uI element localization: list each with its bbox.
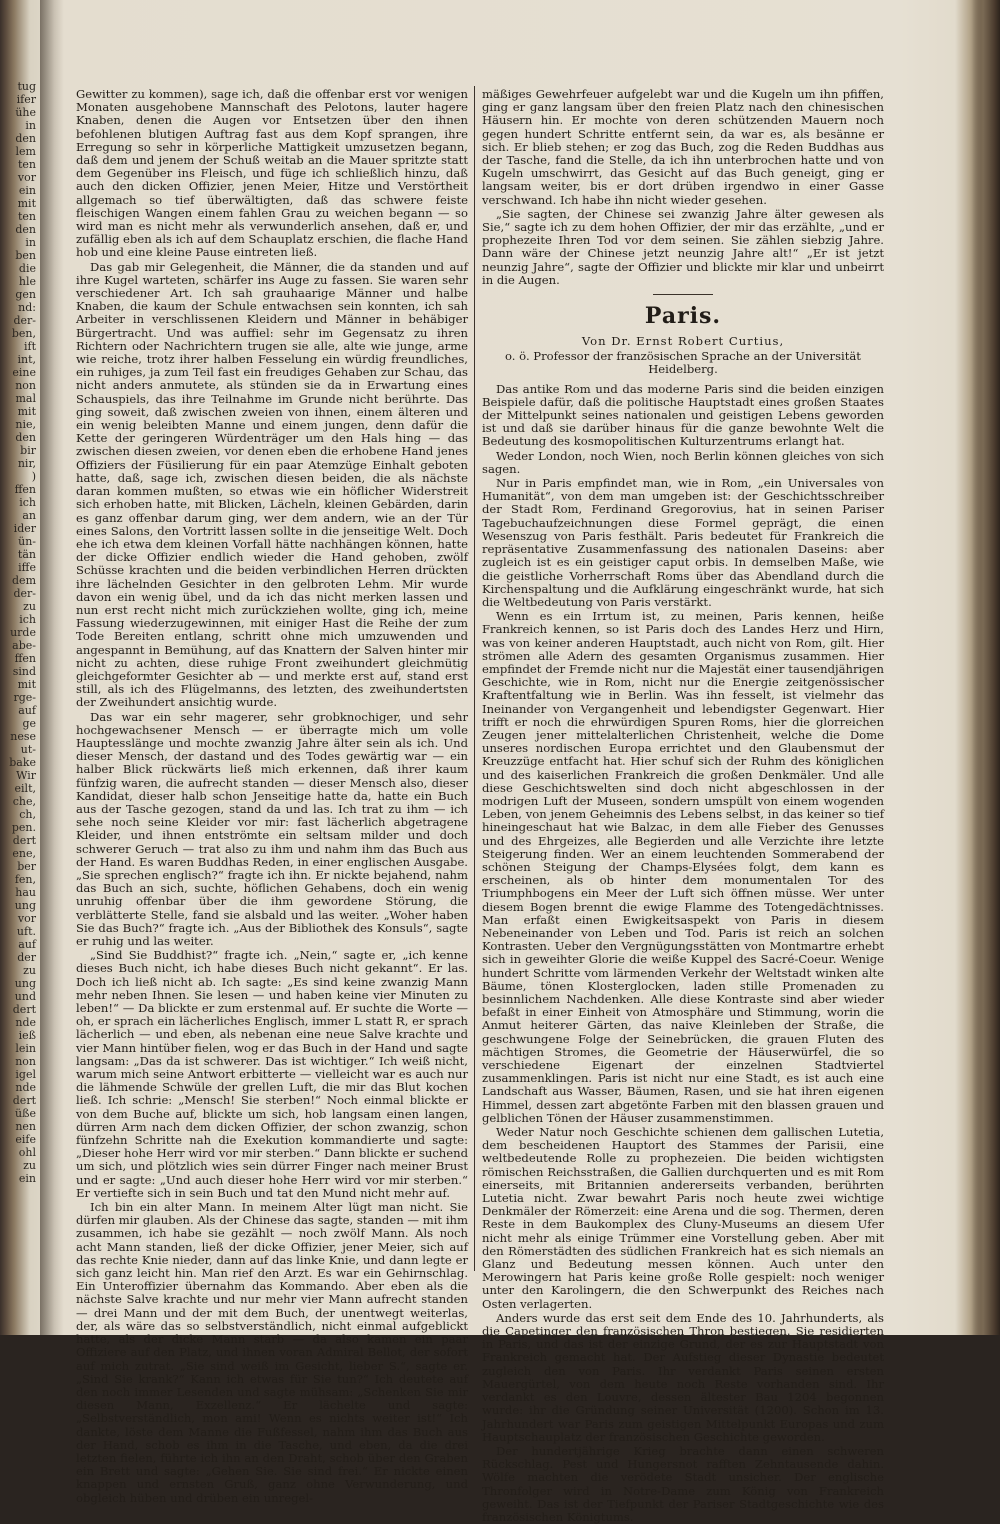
left-text-column (76, 87, 468, 1505)
previous-page-fragment: den (15, 132, 36, 145)
paragraph: Der hundertjährige Krieg brachte dann einen schweren Rückschlag. Pest und Hungersnot rafften Zehntausende dahin. Wölfe machten die verödete Stadt unsicher. Der englische Thronfolger wird in Notre-Dame zum König von Frankreich geweiht. Das ist der Tiefpunkt der Pariser Stadtgeschichte wie des französischen Königtums. (482, 1443, 884, 1524)
previous-page-fragment: mit (17, 678, 36, 691)
previous-page-fragment: uft. (16, 925, 36, 938)
previous-page-fragment: dert (12, 1003, 36, 1016)
previous-page-fragment: den (15, 431, 36, 444)
previous-page-fragment: dert (12, 834, 36, 847)
previous-page-fragment: ffen (14, 652, 36, 665)
previous-page-fragment: ten (17, 158, 36, 171)
previous-page-fragment: nde (15, 1081, 36, 1094)
article-body (482, 383, 884, 1524)
previous-page-fragment: hau (15, 886, 36, 899)
previous-page-fragment: der- (13, 587, 36, 600)
previous-page-fragment: ber (17, 860, 36, 873)
previous-page-fragment: ben, (11, 327, 36, 340)
previous-page-fragment: den (15, 223, 36, 236)
previous-page-fragment: zu (23, 1159, 36, 1172)
previous-page-fragment: ben (15, 249, 36, 262)
previous-page-fragment: ift (23, 340, 36, 353)
previous-page-fragment: in (25, 236, 36, 249)
previous-page-fragment: nie, (15, 418, 36, 431)
column-divider (474, 86, 475, 1271)
previous-page-fragment: ut- (20, 743, 36, 756)
previous-page-fragment: ein (18, 184, 36, 197)
previous-page-fragment: üße (15, 1107, 36, 1120)
previous-page-fragment: nen (15, 1120, 36, 1133)
previous-page-fragment: ich (19, 496, 36, 509)
previous-page-fragment: non (15, 1055, 36, 1068)
previous-page-fragment: ten (17, 210, 36, 223)
paragraph: Wenn es ein Irrtum ist, zu meinen, Paris kennen, heiße Frankreich kennen, so ist Paris doch des Landes Herz und Hirn, was von keiner anderen Hauptstadt, auch nicht von Rom, gilt. Hier strömen alle Adern des gesamten Organismus zusammen. Hier empfindet der Fremde nicht nur die Majestät einer tausendjährigen Geschichte, wie in Rom, nicht nur die Energie zeitgenössischer Kraftentfaltung wie in Berlin. Was ihn fesselt, ist vielmehr das Ineinander von Vergangenheit und lebendigster Gegenwart. Hier trifft er noch die ehrwürdigen Spuren Roms, hier die glorreichen Zeugen jener mittelalterlichen Christenheit, welche die Dome unseres nordischen Europa errichtet und den Glaubensmut der Kreuzzüge entfacht hat. Hier schuf sich der Ruhm des königlichen und des kaiserlichen Frankreich die großen Denkmäler. Und alle diese Geschichtswelten sind doch nicht abgeschlossen in der modrigen Luft der Museen, sondern umspült von einem wogenden Leben, von jenem Geheimnis des Lebens selbst, in das keiner so tief hineingeschaut hat wie Balzac, in dem alle Fieber des Genusses und des Ehrgeizes, alle Begierden und alle Verzichte ihre letzte Steigerung finden. Wer an einem leuchtenden Sommerabend der schönen Steigung der Champs-Elysées folgt, dem kann es erscheinen, als ob hinter dem monumentalen Tor des Triumphbogens ein Meer der Luft sich öffnen müsse. Wer unter diesem Bogen brennt die ewige Flamme des Totengedächtnisses. Man erfaßt einen Ewigkeitsaspekt von Paris in diesem Nebeneinander von Leben und Tod. Paris ist reich an solchen Kontrasten. Ueber den Vergnügungsstätten von Montmartre erhebt sich in geweihter Glorie die weiße Kuppel des Sacré-Coeur. Wenige hundert Schritte vom lärmenden Verkehr der Weltstadt winken alte Bäume, tönen Klosterglocken, laden stille Promenaden zu besinnlichem Nachdenken. Alle diese Kontraste sind aber wieder befaßt in einer Einheit von Atmosphäre und Stimmung, worin die Anmut heiterer Gärten, das naive Kleinleben der Straße, die geschwungene Folge der Seinebrücken, die grauen Fluten des mächtigen Stromes, die Geometrie der Häuserwürfel, die so verschiedene Eigenart der einzelnen Stadtviertel zusammenklingen. Paris ist nicht nur eine Stadt, es ist auch eine Landschaft aus Wasser, Bäumen, Rasen, und sie hat ihren eigenen Himmel, dessen zart abgetönte Farben mit den blassen grauen und gelblichen Tönen der Häuser zusammenstimmen. (482, 609, 884, 1125)
previous-page-fragment: sind (12, 665, 36, 678)
previous-page-fragment: bir (20, 444, 36, 457)
paragraph: Weder London, noch Wien, noch Berlin können gleiches von sich sagen. (482, 448, 884, 476)
previous-page-fragment: nd: (18, 301, 36, 314)
previous-page-fragment: und (14, 990, 36, 1003)
previous-page-fragment: ieß (18, 1029, 36, 1042)
previous-page-fragment: hle (18, 275, 36, 288)
previous-page-fragment: eine (12, 366, 36, 379)
previous-page-fragment: int, (17, 353, 36, 366)
previous-page-fragment: mit (17, 197, 36, 210)
paragraph: Gewitter zu kommen), sage ich, daß die offenbar erst vor wenigen Monaten ausgehobene Mannschaft des Pelotons, lauter hagere Knaben, denen die Augen vor Entsetzen über den ihnen befohlenen blutigen Auftrag fast aus dem Kopf sprangen, ihre Erregung so sehr in körperliche Mattigkeit umzusetzen begann, daß dem und jenem der Schuß weitab an die Mauer spritzte statt dem Gegenüber ins Fleisch, und füge ich schließlich hinzu, daß auch den dicken Offizier, jenen Meier, Hitze und Verstörtheit allgemach so tief überwältigten, daß das schwere feiste fleischigen Wangen einem fahlen Grau zu weichen begann — so wird man es nicht mehr als verwunderlich ansehen, daß er, und zufällig eben als ich auf dem Schauplatz erschien, die flache Hand hob und eine kleine Pause eintreten ließ. (76, 87, 468, 260)
previous-page-fragment: zu (23, 600, 36, 613)
previous-page-fragment: nde (15, 1016, 36, 1029)
previous-page-fragment: auf (18, 938, 36, 951)
previous-page-fragment: ider (13, 522, 36, 535)
book-spine-shadow (40, 0, 64, 1335)
paragraph: Anders wurde das erst seit dem Ende des 10. Jahrhunderts, als die Capetinger den französischen Thron bestiegen. Sie residierten in Paris, und das ist der einzige Grund, der es zur Hauptstadt von Frankreich gemacht hat. Der Aufstieg dieser Dynastie bedeutet zugleich den von Paris. Ihr verdankt Paris seinen ersten Mauergürtel, von dem heute noch Reste vorhanden sind. Ihr verdankt es den Louvre, dessen ältester Bau 1204 begonnen wurde: ihr die Gründung seiner Universität (1200). Schon im 13. Jahrhundert war Paris zum geistigen Mittelpunkt Europas und zum Hauptschauplatz der französischen Geschichte geworden. (482, 1310, 884, 1444)
previous-page-fragment: dem (12, 574, 36, 587)
previous-page-fragment: ch, (19, 808, 36, 821)
previous-page-fragment: ich (19, 613, 36, 626)
previous-page-fragment: ffen (14, 483, 36, 496)
previous-page-fragment: abe- (12, 639, 36, 652)
previous-page-fragment: nese (10, 730, 36, 743)
previous-page-fragment: auf (18, 704, 36, 717)
author-affiliation: o. ö. Professor der französischen Sprache an der Universität Heidelberg. (505, 349, 861, 377)
previous-page-fragment: die (18, 262, 36, 275)
previous-page-fragment: lem (15, 145, 36, 158)
previous-page-fragment: ung (14, 977, 36, 990)
previous-page-fragment: tän (17, 548, 36, 561)
paragraph: „Sie sagten, der Chinese sei zwanzig Jahre älter gewesen als Sie,“ sagte ich zu dem hohen Offizier, der mir das erzählte, „und er prophezeite Ihren Tod vor dem seinen. Sie zählen siebzig Jahre. Dann wäre der Chinese jetzt neunzig Jahre alt!“ „Er ist jetzt neunzig Jahre“, sagte der Offizier und blickte mir klar und unbeirrt in die Augen. (482, 206, 884, 287)
previous-page-fragment: rge- (13, 691, 36, 704)
previous-page-fragment: mal (15, 392, 36, 405)
previous-page-fragment: fen, (14, 873, 36, 886)
previous-page-fragment: vor (17, 171, 36, 184)
previous-page-fragment: pen. (11, 821, 36, 834)
previous-page-fragment: ifer (16, 93, 36, 106)
previous-page-fragment: der- (13, 314, 36, 327)
paragraph: Das antike Rom und das moderne Paris sind die beiden einzigen Beispiele dafür, daß die politische Hauptstadt eines großen Staates der Mittelpunkt seines nationalen und geistigen Lebens geworden ist und daß sie darüber hinaus für die ganze bewohnte Welt die Bedeutung des kosmopolitischen Kulturzentrums erlangt hat. (482, 381, 884, 449)
previous-page-fragment: ohl (18, 1146, 36, 1159)
story-continuation (482, 88, 884, 287)
previous-page-fragment: zu (23, 964, 36, 977)
previous-page-fragment: non (15, 379, 36, 392)
article-separator-rule (653, 294, 713, 295)
previous-page-fragment: eife (15, 1133, 36, 1146)
previous-page-fragment: tug (17, 80, 36, 93)
article-title: Paris. (644, 303, 722, 330)
right-text-column (482, 87, 884, 1524)
previous-page-fragment: iffe (18, 561, 36, 574)
previous-page-fragment: lein (15, 1042, 36, 1055)
previous-page-fragment: ün- (18, 535, 36, 548)
previous-page-fragment: nir, (17, 457, 36, 470)
previous-page-fragment: vor (17, 912, 36, 925)
previous-page-fragment: ein (18, 1172, 36, 1185)
book-right-edge (972, 0, 1000, 1335)
previous-page-fragment: an (22, 509, 36, 522)
previous-page-fragment: Wir (16, 769, 36, 782)
previous-page-fragment: mit (17, 405, 36, 418)
previous-page-edge (0, 80, 42, 1260)
previous-page-fragment: urde (10, 626, 36, 639)
previous-page-fragment: in (25, 119, 36, 132)
article-byline: Von Dr. Ernst Robert Curtius, (581, 334, 785, 349)
previous-page-fragment: ung (14, 899, 36, 912)
previous-page-fragment: ge (22, 717, 36, 730)
paragraph: „Sind Sie Buddhist?“ fragte ich. „Nein,“ sagte er, „ich kenne dieses Buch nicht, ich habe dieses Buch nicht gekannt“. Er las. Doch ich ließ nicht ab. Ich sagte: „Es sind keine zwanzig Mann mehr neben Ihnen. Sie lesen — und haben keine vier Minuten zu leben!“ — Da blickte er zum erstenmal auf. Er suchte die Worte — oh, er sprach ein lächerliches Englisch, immer L statt R, er sprach lächerlich — und eben, als nebenan eine neue Salve krachte und vier Mann hintüber fielen, wog er das Buch in der Hand und sagte langsam: „Das da ist schwerer. Das ist wichtiger.“ Ich weiß nicht, warum mich seine Antwort erbitterte — vielleicht war es auch nur die lähmende Schwüle der grellen Luft, die mir das Blut kochen ließ. Ich schrie: „Mensch! Sie sterben!“ Noch einmal blickte er von dem Buche auf, blickte um sich, hob langsam einen langen, dürren Arm nach dem dicken Offizier, der schon zwanzig, schon fünfzehn Schritte nah die Exekution kommandierte und sagte: „Dieser hohe Herr wird vor mir sterben.“ Dann blickte er suchend um sich, und plötzlich wies sein dürrer Finger nach meiner Brust und er sagte: „Und auch dieser hohe Herr wird vor mir sterben.“ Er vertiefte sich in sein Buch und tat den Mund nicht mehr auf. (76, 948, 468, 1200)
previous-page-fragment: che, (12, 795, 36, 808)
previous-page-fragment: bake (9, 756, 36, 769)
previous-page-fragment: ene, (12, 847, 36, 860)
paragraph: Nur in Paris empfindet man, wie in Rom, „ein Universales von Humanität“, von dem man umgeben ist: der Geschichtsschreiber der Stadt Rom, Ferdinand Gregorovius, hat in seinen Pariser Tagebuchaufzeichnungen diese Formel geprägt, die einen Wesenszug von Paris festhält. Paris bedeutet für Frankreich die repräsentative Zusammenfassung des nationalen Daseins: aber zugleich ist es ein geistiger caput orbis. In demselben Maße, wie die geistliche Vorherrschaft Roms über das Abendland durch die Kirchenspaltung und die Aufklärung eingeschränkt wurde, hat sich die Weltbedeutung von Paris verstärkt. (482, 476, 884, 609)
previous-page-fragment: dert (12, 1094, 36, 1107)
paragraph: Das war ein sehr magerer, sehr grobknochiger, und sehr hochgewachsener Mensch — er überragte mich um volle Hauptesslänge und mochte zwanzig Jahre älter sein als ich. Und dieser Mensch, der dastand und des Todes gewärtig war — ein halber Blick rückwärts ließ mich erkennen, daß ihrer kaum fünfzig waren, die aufrecht standen — dieser Mensch also, dieser Kandidat, dieser halb schon Jenseitige hatte da, hatte ein Buch aus der Tasche gezogen, stand da und las. Ich trat zu ihm — ich sehe noch seine Kleider vor mir: fast lächerlich abgetragene Kleider, und ihnen entströmte ein seltsam milder und doch schwerer Geruch — trat also zu ihm und nahm ihm das Buch aus der Hand. Es waren Buddhas Reden, in einer englischen Ausgabe. „Sie sprechen englisch?“ fragte ich ihn. Er nickte bejahend, nahm das Buch an sich, suchte, höflichen Gehabens, doch ein wenig unruhig offenbar über die ihm gewordene Störung, die verblätterte Stelle, fand sie alsbald und las weiter. „Woher haben Sie das Buch?“ fragte ich. „Aus der Bibliothek des Konsuls“, sagte er ruhig und las weiter. (76, 709, 468, 948)
paragraph: Ich bin ein alter Mann. In meinem Alter lügt man nicht. Sie dürfen mir glauben. Als der Chinese das sagte, standen — mit ihm zusammen, ich habe sie gezählt — noch zwölf Mann. Als noch acht Mann standen, ließ der dicke Offizier, jener Meier, sich auf das rechte Knie nieder, dann auf das linke Knie, und dann legte er sich ganz leicht hin. Man rief den Arzt. Es war ein Gehirnschlag. Ein Unteroffizier übernahm das Kommando. Aber eben als die nächste Salve krachte und nur mehr vier Mann aufrecht standen — drei Mann und der mit dem Buch, der unentwegt weiterlas, der, als wäre das so selbstverständlich, nicht einmal aufgeblickt hatte, als der dicke Mann starb — da also kamen ein paar Offiziere auf den Platz, und ihnen voran Admiral Bellot, der sofort auf mich zutrat. „Sie sind weiß im Gesicht, lieber S.“, sagte er. „Sind Sie krank?“ Kann ich etwas für Sie tun?“ Ich deutete auf den noch immer Lesenden und sagte mühsam: „Schenken Sie mir diesen Mann, Exzellenz.“ Er lächelte und sagte: „Selbstverständlich, mon ami! Wenn es nichts weiter ist!“ Ich dankte, löste dem Manne die Fußfessel, nahm ihm das Buch aus der Hand, schob es ihm in die Tasche, und eben, da die drei letzten fielen, führte ich ihn an den Draht, schob über den Graben ein Brett und sagte: „Gehen Sie. Sie sind frei.“ Er nickte einen knappen und ernsten Gruß, ganz ohne Verwunderung, und obgleich hüben und drüben ein unregel- (76, 1200, 468, 1505)
previous-page-fragment: der (17, 951, 36, 964)
paragraph: mäßiges Gewehrfeuer aufgelebt war und die Kugeln um ihn pfiffen, ging er ganz langsam über den freien Platz nach den chinesischen Häusern hin. Er mochte von deren schützenden Mauern noch gegen hundert Schritte entfernt sein, da war es, als besänne er sich. Er blieb stehen; er zog das Buch, zog die Reden Buddhas aus der Tasche, fand die Stelle, da ich ihn unterbrochen hatte und von Kugeln umschwirrt, das Gesicht auf das Buch geneigt, ging er langsam weiter, bis er dort drüben irgendwo in einer Gasse verschwand. Ich habe ihn nicht wieder gesehen. (482, 87, 884, 207)
paragraph: Weder Natur noch Geschichte schienen dem gallischen Lutetia, dem bescheidenen Hauptort des Stammes der Parisii, eine weltbedeutende Rolle zu prophezeien. Die beiden wichtigsten römischen Reichsstraßen, die Gallien durchquerten und es mit Rom einerseits, mit Britannien andererseits verbanden, berührten Lutetia nicht. Zwar bewahrt Paris noch heute zwei wichtige Denkmäler der Römerzeit: eine Arena und die sog. Thermen, deren Reste in dem Baukomplex des Cluny-Museums an diesem Ufer nicht mehr als einige Trümmer eine Vorstellung geben. Aber mit den Römerstädten des südlichen Frankreich hat es sich niemals an Glanz und Bedeutung messen können. Auch unter den Merowingern hat Paris keine große Rolle gespielt: noch weniger unter den Karolingern, die den Schwerpunkt des Reiches nach Osten verlagerten. (482, 1125, 884, 1311)
previous-page-fragment: ) (31, 470, 36, 483)
previous-page-fragment: gen (15, 288, 36, 301)
paragraph: Das gab mir Gelegenheit, die Männer, die da standen und auf ihre Kugel warteten, schärfer ins Auge zu fassen. Sie waren sehr verschiedener Art. Ich sah grauhaarige Männer und halbe Knaben, die kaum der Schule entwachsen sein konnten, ich sah Arbeiter in verschlissenen Kleidern und Männer in behäbiger Bürgertracht. Und was auffiel: sehr im Gegensatz zu ihren Richtern oder Nachrichtern trugen sie alle, alte wie junge, arme wie reiche, trotz ihrer halben Fesselung ein würdig freundliches, ein ruhiges, ja zum Teil fast ein freudiges Gehaben zur Schau, das nicht anders anmutete, als stünden sie da in Erwartung eines Schauspiels, das ihre Teilnahme im Grunde nicht berührte. Das ging soweit, daß zwischen zweien von ihnen, einem älteren und ein wenig beleibten Manne und einem jungen, denn dafür die Kette der geringeren Würdenträger um den Hals hing — das zwischen diesen zweien, vor denen eben die erhobene Hand jenes Offiziers der Füsilierung für ein paar Atemzüge Einhalt geboten hatte, daß, sage ich, zwischen diesen beiden, die als nächste daran kommen mußten, so etwas wie ein höflicher Widerstreit sich erhoben hatte, mit Blicken, Lächeln, kleinen Gebärden, darin es ganz offenbar darum ging, wer dem andern, wie an der Tür eines Salons, den Vortritt lassen sollte in die jenseitige Welt. Doch ehe ich etwa dem kleinen Vorfall hätte nachhängen können, hatte der dicke Offizier endlich wieder die Hand gehoben, zwölf Schüsse krachten und die beiden verbindlichen Herren drückten ihre lächelnden Gesichter in den gelbroten Lehm. Mir wurde davon ein wenig übel, und da ich das nicht merken lassen und nun erst recht nicht mich zurückziehen wollte, ging ich, meine Fassung wiederzugewinnen, mit einiger Hast die Reihe der zum Tode Bereiten entlang, schritt ohne mich umzuwenden und angespannt in Bemühung, auf das Knattern der Salven hinter mir nicht zu achten, diese ruhige Front zweihundert gleichmütig gleichgeformter Gesichter ab — und merkte erst auf, stand erst still, als ich des Flügelmanns, des letzten, des zweihundertsten der Zweihundert ansichtig wurde. (76, 259, 468, 710)
previous-page-fragment: eilt, (14, 782, 36, 795)
previous-page-fragment: ühe (15, 106, 36, 119)
previous-page-fragment: igel (15, 1068, 36, 1081)
